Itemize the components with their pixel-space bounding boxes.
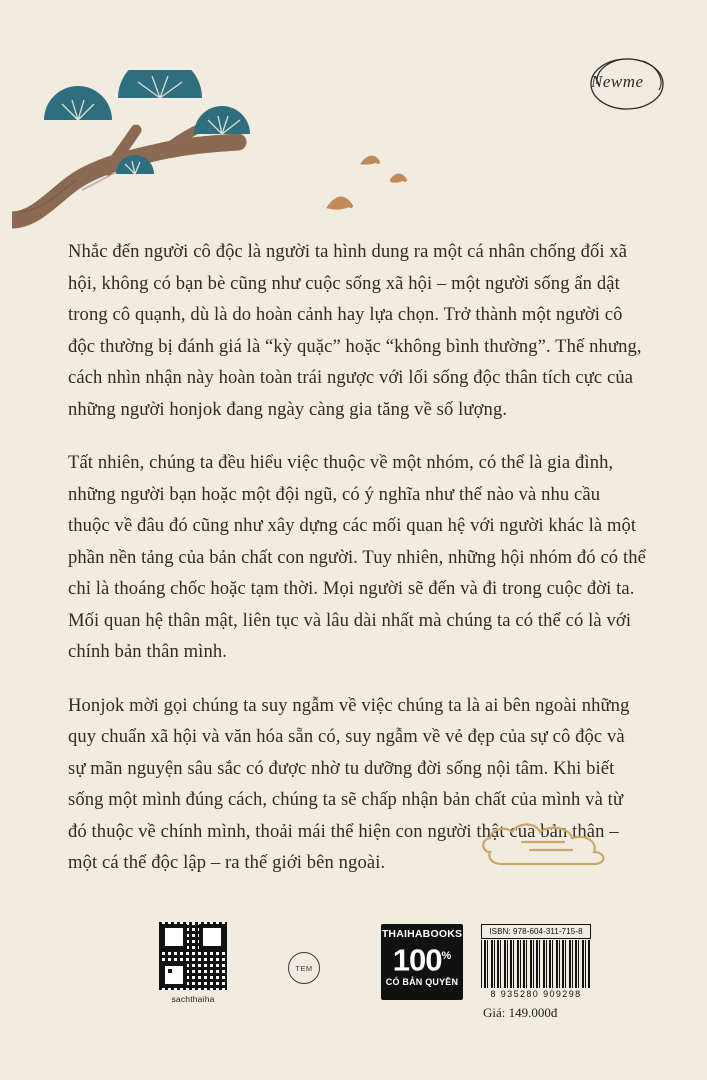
paragraph-1: Nhắc đến người cô độc là người ta hình dung ra một cá nhân chống đối xã hội, không có bạn bè cũng như cuộc sống xã hội – một người sống ẩn dật trong cô quạnh, dù là do hoàn cảnh hay lựa chọn. Trở thành một người cô độc thường bị đánh giá là “kỳ quặc” hoặc “không bình thường”. Thế nhưng, cách nhìn nhận này hoàn toàn trái ngược với lối sống độc thân tích cực của những người honjok đang ngày càng gia tăng về số lượng. (68, 241, 642, 420)
qr-code-icon[interactable] (159, 922, 227, 990)
qr-caption: sachthaiha (171, 994, 215, 1004)
cloud-ornament (478, 812, 626, 874)
isbn-block (481, 924, 591, 1021)
badge-number-value: 100 (392, 942, 442, 978)
footer (0, 912, 707, 1042)
tree-illustration (12, 70, 292, 250)
qr-block (157, 922, 229, 1004)
publisher-logo (579, 50, 675, 120)
publisher-name: Newme (591, 72, 644, 91)
paragraph-2: Tất nhiên, chúng ta đều hiểu việc thuộc về một nhóm, có thể là gia đình, những người bạn hoặc một đội ngũ, có ý nghĩa như thế nào và nhu cầu thuộc về đâu đó cũng như xây dựng các mối quan hệ với người khác là một phần nền tảng của bản chất con người. Tuy nhiên, những hội nhóm đó có thể chỉ là thoáng chốc hoặc tạm thời. Mọi người sẽ đến và đi trong cuộc đời ta. Mối quan hệ thân mật, liên tục và lâu dài nhất mà chúng ta có thể có là với chính bản thân mình. (68, 452, 646, 662)
barcode-icon (481, 940, 591, 988)
badge-percent: % (441, 950, 452, 962)
isbn-text: ISBN: 978-604-311-715-8 (481, 924, 591, 939)
copyright-badge (381, 924, 463, 1000)
tem-stamp: TEM (288, 952, 320, 984)
barcode-digits: 8 935280 909298 (490, 989, 582, 999)
back-cover-text (68, 236, 646, 879)
price-label: Giá: 149.000đ (483, 1005, 558, 1020)
birds-illustration (320, 148, 430, 228)
badge-number (381, 940, 463, 976)
badge-subtitle: CÓ BẢN QUYỀN (385, 977, 459, 988)
paragraph-3: Honjok mời gọi chúng ta suy ngẫm về việc chúng ta là ai bên ngoài những quy chuẩn xã hội và văn hóa sẵn có, suy ngẫm về vẻ đẹp của sự cô độc và sự mãn nguyện sâu sắc có được nhờ tu dưỡng đời sống nội tâm. Khi biết sống một mình đúng cách, chúng ta sẽ chấp nhận bản chất của mình và từ đó thuộc về chính mình, thoải mái thể hiện con người thật của bản thân – một cá thể độc lập – ra thế giới bên ngoài. (68, 694, 630, 873)
badge-brand: THAIHABOOKS (381, 928, 463, 940)
